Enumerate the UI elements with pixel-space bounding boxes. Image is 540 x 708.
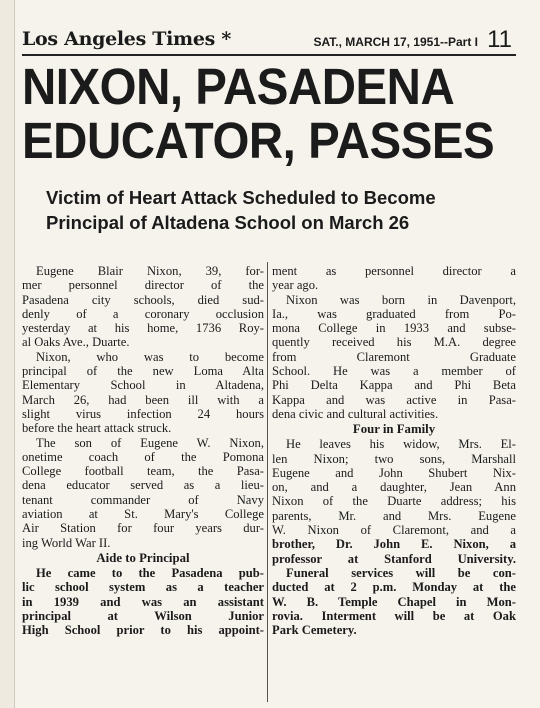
article-text-line: before the heart attack struck. — [22, 421, 172, 436]
article-text-line: slight virus infection 24 hours — [22, 406, 264, 421]
article-text-line: High School prior to his appoint- — [22, 623, 264, 638]
article-text-line: Pasadena city schools, died sud- — [22, 292, 264, 307]
article-text-line: The son of Eugene W. Nixon, — [36, 435, 264, 450]
article-text-line: Kappa and was active in Pasa- — [272, 392, 516, 407]
masthead — [22, 26, 516, 56]
article-text-line: rovia. Interment will be at Oak — [272, 608, 516, 623]
subheadline-line-1: Victim of Heart Attack Scheduled to Become — [46, 187, 436, 208]
article-text-line: W. B. Temple Chapel in Mon- — [272, 594, 516, 609]
headline-line-1: NIXON, PASADENA — [22, 58, 455, 115]
column-rule — [267, 262, 268, 702]
article-text-line: lic school system as a teacher — [22, 580, 264, 595]
crosshead: Four in Family — [352, 422, 436, 437]
article-text-line: School. He was a member of — [272, 364, 516, 379]
article-text-line: yesterday at his home, 1736 Roy- — [22, 321, 264, 336]
article-text-line: mer personnel director of the — [22, 278, 264, 293]
article-text-line: brother, Dr. John E. Nixon, a — [272, 537, 516, 552]
article-text-line: principal at Wilson Junior — [22, 608, 264, 623]
article-text-line: College football team, the Pasa- — [22, 464, 264, 479]
article-text-line: ment as personnel director a — [272, 264, 516, 278]
headline — [22, 58, 495, 169]
article-text-line: Ia., was graduated from Po- — [272, 306, 516, 321]
article-text-line: dena civic and cultural activities. — [272, 406, 439, 421]
article-text-line: Elementary School in Altadena, — [22, 378, 264, 393]
article-text-line: len Nixon; two sons, Marshall — [272, 451, 516, 466]
newspaper-star: * — [221, 28, 232, 50]
article-text-line: Funeral services will be con- — [286, 565, 516, 580]
newspaper-name-text: Los Angeles Times — [22, 28, 216, 50]
page-number: 11 — [487, 26, 512, 53]
article-text-line: Air Station for four years dur- — [22, 521, 264, 536]
article-text-line: from Claremont Graduate — [272, 349, 516, 364]
article-text-line: dena educator served as a lieu- — [22, 478, 264, 493]
article-text-line: aviation at St. Mary's College — [22, 507, 264, 522]
article-text-line: Phi Delta Kappa and Phi Beta — [272, 378, 516, 393]
article-text-line: denly of a coronary occlusion — [22, 306, 264, 321]
headline-line-2: EDUCATOR, PASSES — [22, 112, 495, 169]
article-text-line: He came to the Pasadena pub- — [36, 565, 264, 580]
article-text-line: in 1939 and was an assistant — [22, 594, 264, 609]
article-text-line: quently received his M.A. degree — [272, 335, 516, 350]
article-text-line: al Oaks Ave., Duarte. — [22, 335, 130, 350]
article-text-line: Park Cemetery. — [272, 623, 357, 638]
article-text-line: ing World War II. — [22, 535, 111, 550]
article-text-line: tenant commander of Navy — [22, 492, 264, 507]
article-text-line: principal of the new Loma Alta — [22, 364, 264, 379]
article-text-line: He leaves his widow, Mrs. El- — [286, 437, 516, 452]
subheadline-line-2: Principal of Altadena School on March 26 — [46, 212, 410, 233]
subheadline — [46, 185, 506, 235]
adjacent-column-edge — [0, 0, 15, 708]
article-column-left — [22, 264, 264, 637]
article-text-line: on, and a daughter, Jean Ann — [272, 480, 516, 495]
article-text-line: onetime coach of the Pomona — [22, 449, 264, 464]
article-text-line: Nixon was born in Davenport, — [286, 292, 516, 307]
dateline: SAT., MARCH 17, 1951--Part I — [313, 35, 478, 49]
article-text-line: Eugene Blair Nixon, 39, for- — [36, 264, 264, 278]
article-text-line: Nixon, who was to become — [36, 349, 264, 364]
article-text-line: Eugene and John Shubert Nix- — [272, 465, 516, 480]
article-text-line: March 26, had been ill with a — [22, 392, 264, 407]
crosshead: Aide to Principal — [96, 550, 190, 565]
article-text-line: parents, Mr. and Mrs. Eugene — [272, 508, 516, 523]
newspaper-name — [22, 28, 231, 50]
article-text-line: mona College in 1933 and subse- — [272, 321, 516, 336]
article-text-line: professor at Stanford University. — [272, 551, 516, 566]
article-text-line: Nixon of the Duarte address; his — [272, 494, 516, 509]
article-text-line: ducted at 2 p.m. Monday at the — [272, 580, 516, 595]
article-text-line: year ago. — [272, 278, 319, 293]
article-column-right — [272, 264, 516, 637]
article-text-line: W. Nixon of Claremont, and a — [272, 523, 516, 538]
